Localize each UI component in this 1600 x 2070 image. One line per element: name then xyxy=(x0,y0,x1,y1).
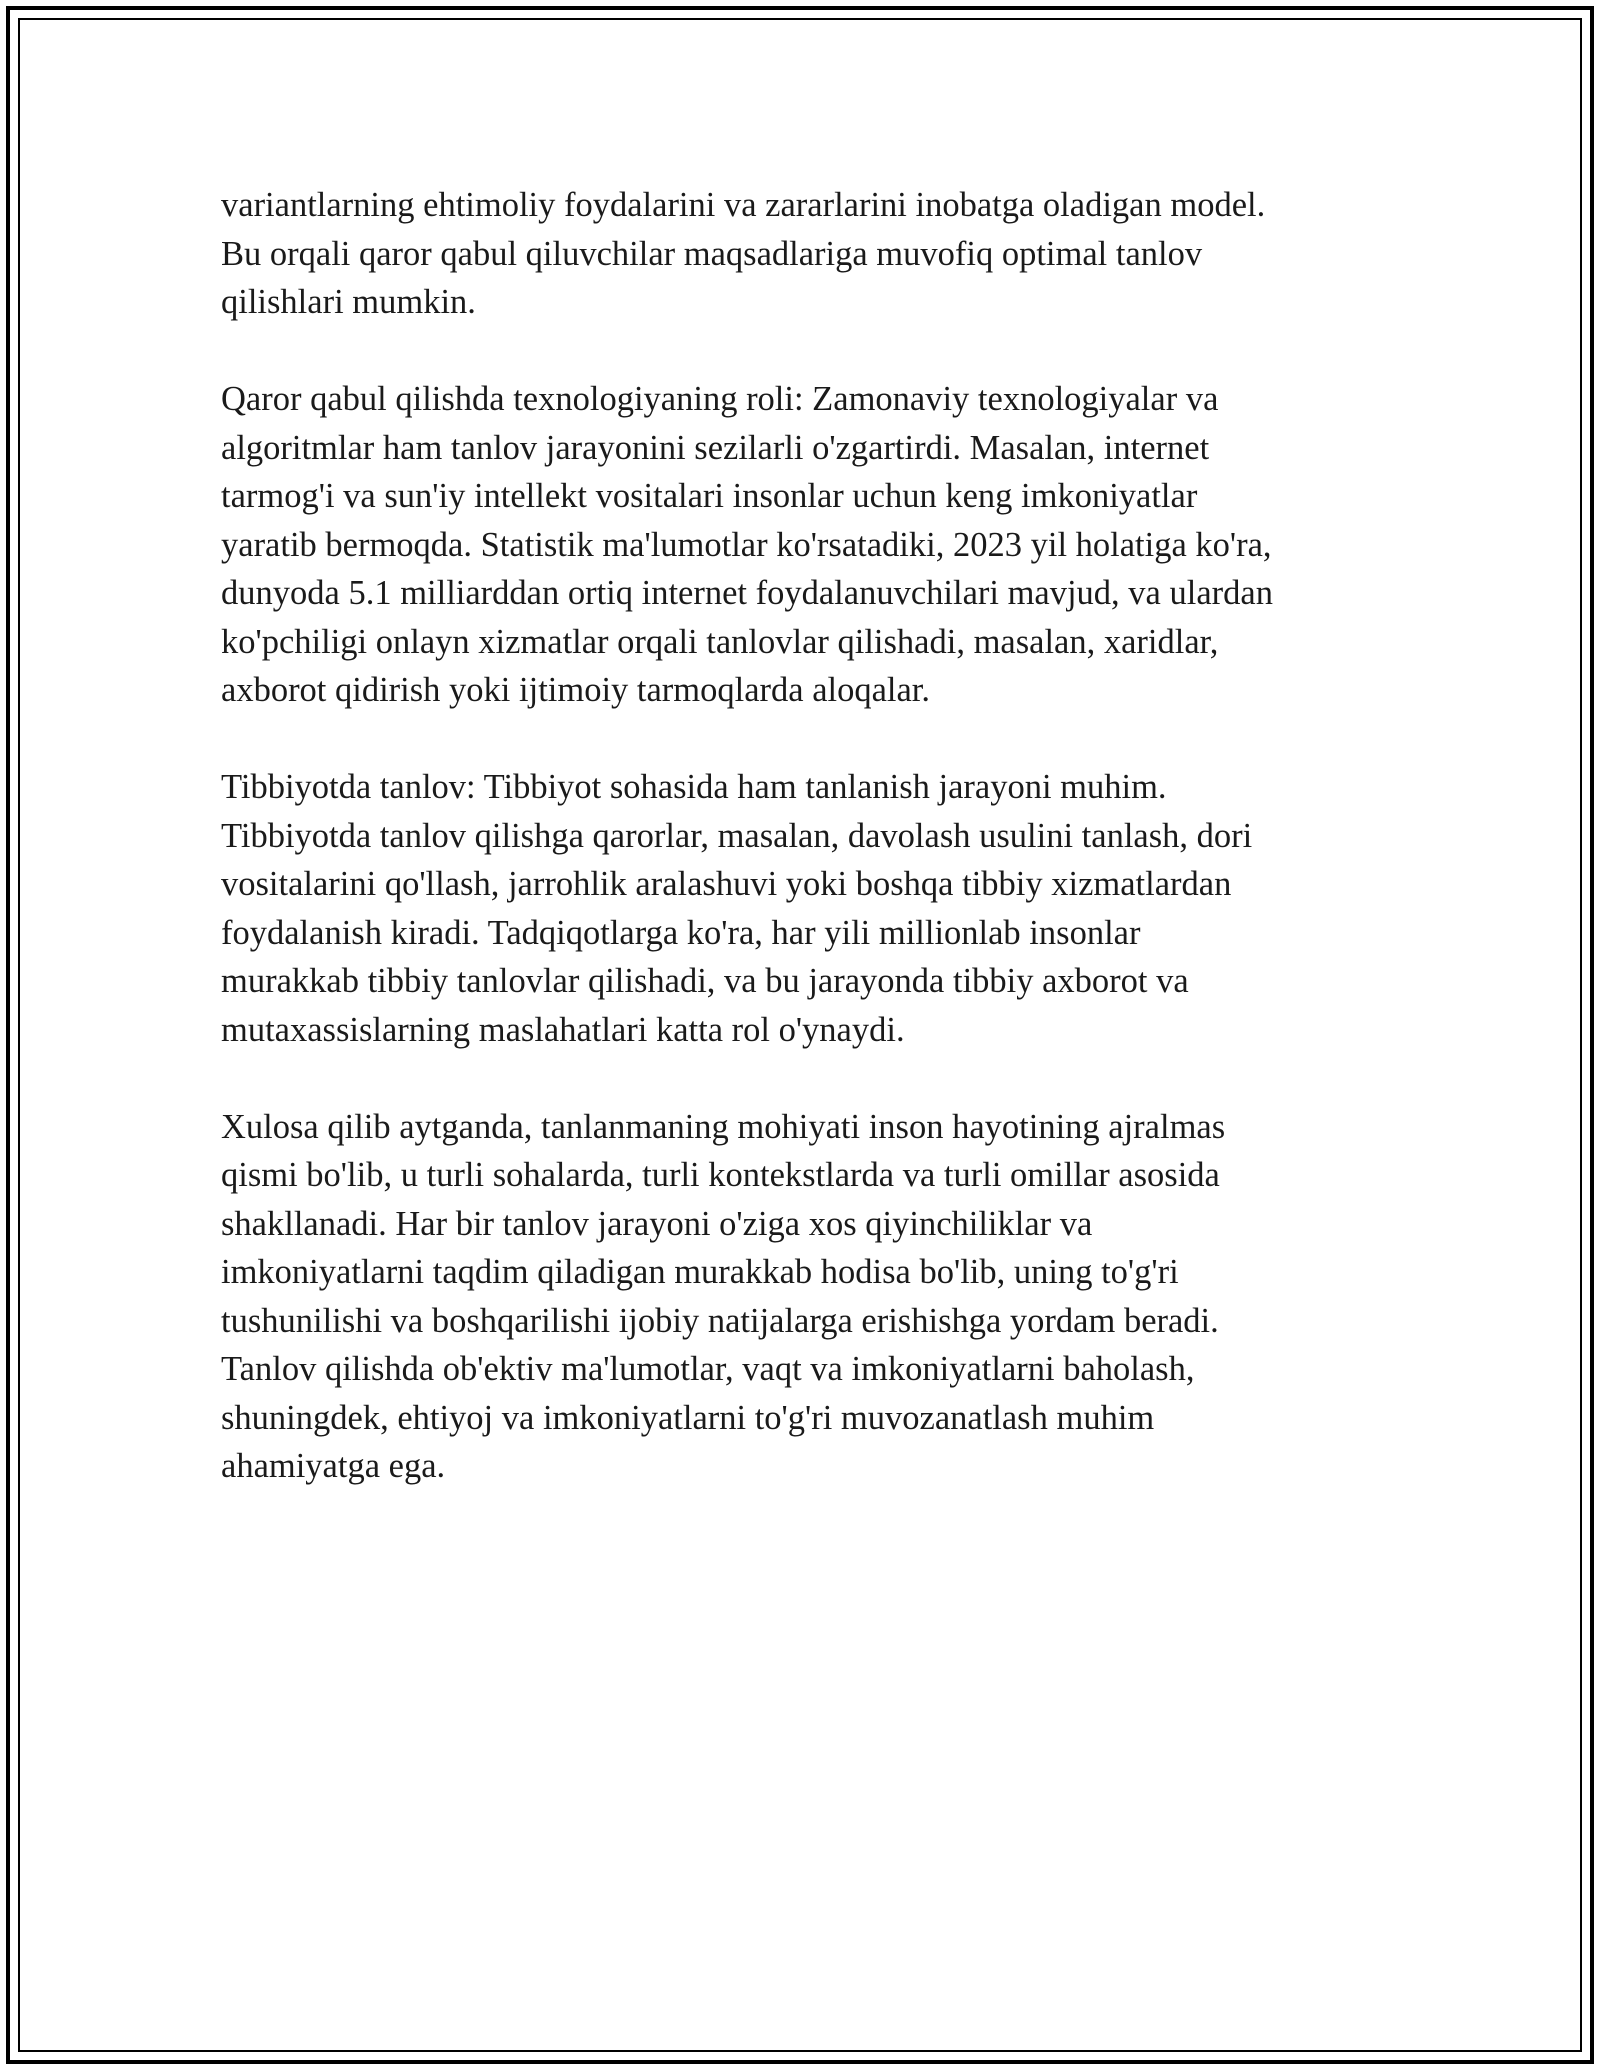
document-body xyxy=(221,181,1371,1539)
paragraph-medicine-choice: Tibbiyotda tanlov: Tibbiyot sohasida ham tanlanish jarayoni muhim. Tibbiyotda tanlov qilishga qarorlar, masalan, davolash usulini tanlash, dori vositalarini qo'llash, jarrohlik aralashuvi yoki boshqa tibbiy xizmatlardan foydalanish kiradi. Tadqiqotlarga ko'ra, har yili millionlab insonlar murakkab tibbiy tanlovlar qilishadi, va bu jarayonda tibbiy axborot va mutaxassislarning maslahatlari katta rol o'ynaydi. xyxy=(221,768,1253,1049)
paragraph-conclusion: Xulosa qilib aytganda, tanlanmaning mohiyati inson hayotining ajralmas qismi bo'lib, u turli sohalarda, turli kontekstlarda va turli omillar asosida shakllanadi. Har bir tanlov jarayoni o'ziga xos qiyinchiliklar va imkoniyatlarni taqdim qiladigan murakkab hodisa bo'lib, uning to'g'ri tushunilishi va boshqarilishi ijobiy natijalarga erishishga yordam beradi. Tanlov qilishda ob'ektiv ma'lumotlar, vaqt va imkoniyatlarni baholash, shuningdek, ehtiyoj va imkoniyatlarni to'g'ri muvozanatlash muhim ahamiyatga ega. xyxy=(221,1107,1226,1485)
paragraph-technology-role: Qaror qabul qilishda texnologiyaning roli: Zamonaviy texnologiyalar va algoritmlar ham tanlov jarayonini sezilarli o'zgartirdi. Masalan, internet tarmog'i va sun'iy intellekt vositalari insonlar uchun keng imkoniyatlar yaratib bermoqda. Statistik ma'lumotlar ko'rsatadiki, 2023 yil holatiga ko'ra, dunyoda 5.1 milliarddan ortiq internet foydalanuvchilari mavjud, va ulardan ko'pchiligi onlayn xizmatlar orqali tanlovlar qilishadi, masalan, xaridlar, axborot qidirish yoki ijtimoiy tarmoqlarda aloqalar. xyxy=(221,380,1273,709)
paragraph-decision-model: variantlarning ehtimoliy foydalarini va zararlarini inobatga oladigan model. Bu orqali qaror qabul qiluvchilar maqsadlariga muvofiq optimal tanlov qilishlari mumkin. xyxy=(221,186,1266,321)
